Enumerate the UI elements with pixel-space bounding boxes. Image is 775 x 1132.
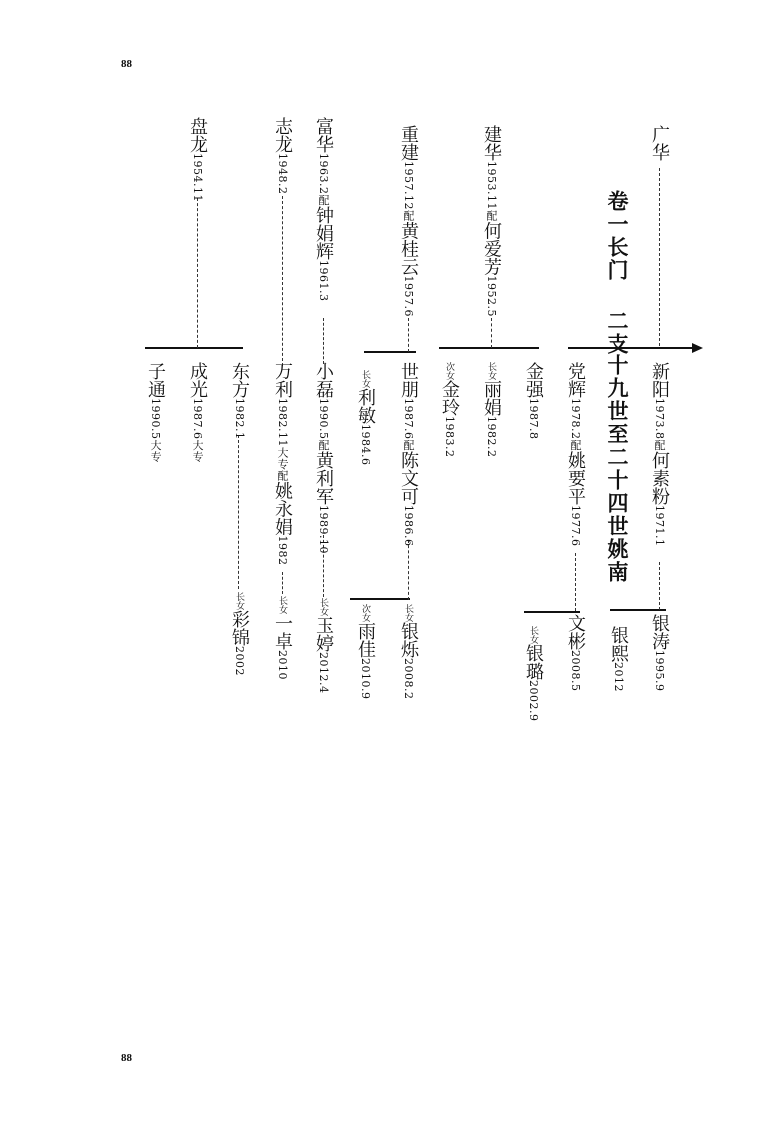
person-limin — [356, 370, 374, 466]
person-name: 金强 — [523, 362, 544, 398]
person-info: 2012 — [612, 662, 625, 692]
person-fuhua — [314, 117, 332, 302]
person-name: 富华 — [313, 117, 334, 153]
person-wenbin — [566, 614, 584, 692]
person-info: 2012.4 — [317, 652, 330, 694]
person-name: 万利 — [272, 362, 293, 398]
person-info: 1963.2配 — [317, 153, 330, 206]
spouse-info: 1982 — [276, 535, 289, 566]
person-panlong — [188, 117, 206, 202]
person-name: 雨佳 — [355, 622, 376, 658]
link-wanli — [282, 572, 283, 594]
person-name: 银熙 — [608, 626, 629, 662]
person-info: 1957.12配 — [402, 161, 415, 222]
person-name: 建华 — [481, 125, 502, 161]
link-guanghua — [659, 168, 660, 346]
person-info: 1953.11配 — [485, 161, 498, 222]
person-rank: 长女 — [277, 596, 287, 614]
link-shipeng — [408, 540, 409, 600]
bracket-wenbin — [524, 611, 580, 613]
person-rank: 长女 — [360, 370, 370, 388]
spouse-name: 陈文可 — [398, 451, 419, 505]
person-info: 1978.2配 — [569, 398, 582, 451]
person-chengguang — [188, 362, 206, 463]
title-branch: 二支 — [605, 310, 629, 356]
person-name: 利敏 — [355, 388, 376, 424]
page-number-top: 88 — [121, 58, 132, 70]
person-info: 2002.9 — [527, 680, 540, 722]
person-xinyang — [650, 362, 668, 547]
person-info: 1987.6配 — [402, 398, 415, 451]
link-dongfang — [238, 435, 239, 589]
person-info: 1990.5配 — [317, 398, 330, 451]
person-info: 1987.8 — [527, 398, 540, 440]
link-xinyang — [659, 562, 660, 610]
person-name: 新阳 — [649, 362, 670, 398]
person-rank: 长女 — [234, 592, 244, 610]
person-info: 1983.2 — [443, 416, 456, 458]
person-name: 小磊 — [313, 362, 334, 398]
person-yinlu — [524, 626, 542, 722]
person-info: 1982.11大专配 — [276, 398, 289, 482]
person-name: 一卓 — [272, 614, 293, 650]
person-name: 丽娟 — [481, 380, 502, 416]
person-name: 盘龙 — [187, 117, 208, 153]
person-info: 1987.6大专 — [191, 398, 204, 463]
person-info: 2008.5 — [569, 650, 582, 692]
person-xiaolei — [314, 362, 332, 554]
link-jianhua — [491, 318, 492, 348]
person-guanghua — [650, 125, 668, 161]
person-info: 1995.9 — [653, 650, 666, 692]
person-info: 1990.5大专 — [149, 398, 162, 463]
link-danghui — [575, 553, 576, 611]
book-title — [606, 190, 627, 356]
person-name: 广华 — [649, 125, 670, 161]
person-name: 银涛 — [649, 614, 670, 650]
generation-range: 十九世至二十四世姚南 — [605, 354, 629, 584]
person-info: 2010.9 — [359, 658, 372, 700]
spouse-info: 1986.6 — [402, 505, 415, 547]
bracket-yinshuo — [350, 598, 410, 600]
arrow-head — [692, 343, 703, 353]
person-name: 彩锦 — [229, 610, 250, 646]
person-name: 东方 — [229, 362, 250, 398]
link-fuhua — [323, 318, 324, 364]
person-name: 子通 — [145, 362, 166, 398]
person-rank: 次女 — [444, 362, 454, 380]
person-rank: 长女 — [528, 626, 538, 644]
person-caijin — [230, 592, 248, 676]
person-info: 1982.1 — [233, 398, 246, 440]
person-rank: 长女 — [486, 362, 496, 380]
spouse-name: 何素粉 — [649, 451, 670, 505]
person-yinshuo — [399, 604, 417, 700]
bracket-jianhua — [439, 347, 539, 349]
person-shipeng — [399, 362, 417, 547]
person-info: 1954.11 — [191, 153, 204, 202]
title-volume: 卷一长门 — [605, 190, 629, 282]
spouse-name: 钟娟辉 — [313, 206, 334, 260]
bracket-yinxi — [610, 609, 666, 611]
person-rank: 长女 — [318, 598, 328, 616]
person-lijuan — [482, 362, 500, 458]
person-yintao — [650, 614, 668, 692]
person-yizhuo — [273, 596, 291, 680]
person-jinqiang — [524, 362, 542, 440]
person-info: 2002 — [233, 646, 246, 676]
person-zitong — [146, 362, 164, 463]
spouse-name: 何爱芳 — [481, 221, 502, 276]
page-number-bottom: 88 — [121, 1052, 132, 1064]
spouse-info: 1977.6 — [569, 505, 582, 547]
person-name: 银烁 — [398, 622, 419, 658]
person-info: 1982.2 — [485, 416, 498, 458]
spouse-name: 姚永娟 — [272, 481, 293, 536]
person-name: 玉婷 — [313, 616, 334, 652]
person-yuting — [314, 598, 332, 694]
person-yujia — [356, 604, 374, 700]
person-name: 成光 — [187, 362, 208, 398]
person-zhongjian — [399, 125, 417, 317]
person-wanli — [273, 362, 291, 566]
person-info: 1948.2 — [276, 153, 289, 195]
generation-arrow-line — [568, 347, 694, 349]
person-rank: 次女 — [360, 604, 370, 622]
spouse-info: 1952.5 — [485, 275, 498, 317]
person-info: 2010 — [276, 650, 289, 680]
spouse-info: 1957.6 — [402, 275, 415, 317]
person-info: 1973.8配 — [653, 398, 666, 451]
spouse-info: 1971.1 — [653, 505, 666, 547]
spouse-info: 1961.3 — [317, 260, 330, 302]
person-rank: 长女 — [403, 604, 413, 622]
person-jianhua — [482, 125, 500, 317]
person-jinling — [440, 362, 458, 458]
person-zhilong — [273, 117, 291, 195]
person-name: 党辉 — [565, 362, 586, 398]
person-danghui — [566, 362, 584, 547]
spouse-name: 黄桂云 — [398, 221, 419, 276]
link-zhilong — [282, 196, 283, 366]
person-name: 重建 — [398, 125, 419, 161]
spouse-name: 黄利军 — [313, 451, 334, 505]
bracket-panlong — [145, 347, 243, 349]
person-info: 2008.2 — [402, 658, 415, 700]
link-zhongjian — [408, 318, 409, 352]
link-panlong — [197, 198, 198, 348]
spouse-name: 姚要平 — [565, 451, 586, 505]
person-name: 金玲 — [439, 380, 460, 416]
person-name: 文彬 — [565, 614, 586, 650]
person-name: 银璐 — [523, 644, 544, 680]
person-dongfang — [230, 362, 248, 440]
person-info: 1984.6 — [359, 424, 372, 466]
person-name: 志龙 — [272, 117, 293, 153]
person-yinxi — [609, 626, 627, 692]
spouse-info: 1989.10 — [317, 505, 330, 554]
person-name: 世朋 — [398, 362, 419, 398]
